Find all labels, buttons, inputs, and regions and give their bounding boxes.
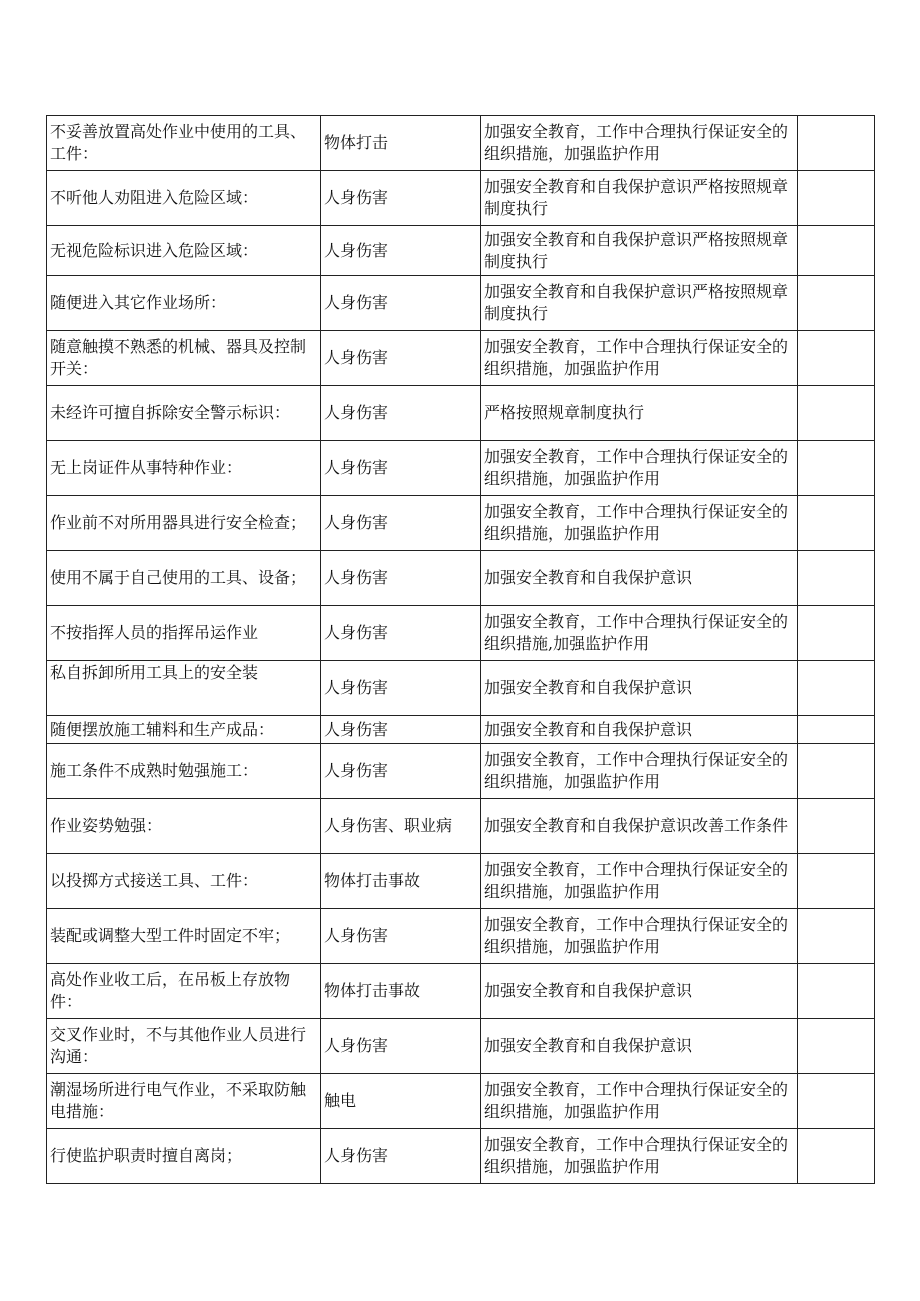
note-cell: [798, 226, 875, 276]
hazard-cell: 不按指挥人员的指挥吊运作业: [47, 606, 321, 661]
hazard-cell: 不听他人劝阻进入危险区域：: [47, 171, 321, 226]
consequence-cell: 人身伤害: [321, 551, 481, 606]
measure-cell: 加强安全教育和自我保护意识严格按照规章制度执行: [481, 171, 798, 226]
note-cell: [798, 276, 875, 331]
hazard-cell: 无视危险标识进入危险区域：: [47, 226, 321, 276]
table-row: [47, 606, 875, 661]
consequence-cell: 物体打击事故: [321, 964, 481, 1019]
table-row: [47, 331, 875, 386]
note-cell: [798, 496, 875, 551]
hazard-cell: 私自拆卸所用工具上的安全装: [47, 661, 321, 716]
consequence-cell: 人身伤害: [321, 1019, 481, 1074]
table-row: [47, 854, 875, 909]
hazard-cell: 装配或调整大型工件时固定不牢；: [47, 909, 321, 964]
measure-cell: 加强安全教育和自我保护意识: [481, 551, 798, 606]
consequence-cell: 触电: [321, 1074, 481, 1129]
hazard-cell: 随便进入其它作业场所：: [47, 276, 321, 331]
measure-cell: 加强安全教育，工作中合理执行保证安全的组织措施，加强监护作用: [481, 854, 798, 909]
measure-cell: 严格按照规章制度执行: [481, 386, 798, 441]
note-cell: [798, 606, 875, 661]
table-row: [47, 964, 875, 1019]
hazard-table: [46, 115, 875, 1184]
hazard-cell: 使用不属于自己使用的工具、设备；: [47, 551, 321, 606]
measure-cell: 加强安全教育，工作中合理执行保证安全的组织措施，加强监护作用: [481, 441, 798, 496]
hazard-cell: 以投掷方式接送工具、工件：: [47, 854, 321, 909]
measure-cell: 加强安全教育，工作中合理执行保证安全的组织措施，加强监护作用: [481, 744, 798, 799]
note-cell: [798, 1019, 875, 1074]
note-cell: [798, 1074, 875, 1129]
table-row: [47, 1019, 875, 1074]
consequence-cell: 人身伤害: [321, 331, 481, 386]
note-cell: [798, 744, 875, 799]
table-row: [47, 551, 875, 606]
hazard-cell: 无上岗证件从事特种作业：: [47, 441, 321, 496]
document-page: [46, 115, 874, 1184]
consequence-cell: 人身伤害: [321, 171, 481, 226]
hazard-cell: 未经许可擅自拆除安全警示标识：: [47, 386, 321, 441]
measure-cell: 加强安全教育和自我保护意识严格按照规章制度执行: [481, 226, 798, 276]
note-cell: [798, 551, 875, 606]
note-cell: [798, 116, 875, 171]
consequence-cell: 物体打击: [321, 116, 481, 171]
table-row: [47, 386, 875, 441]
note-cell: [798, 1129, 875, 1184]
consequence-cell: 物体打击事故: [321, 854, 481, 909]
note-cell: [798, 171, 875, 226]
table-row: [47, 496, 875, 551]
hazard-cell: 作业前不对所用器具进行安全检查；: [47, 496, 321, 551]
note-cell: [798, 716, 875, 744]
table-row: [47, 171, 875, 226]
consequence-cell: 人身伤害: [321, 744, 481, 799]
table-row: [47, 909, 875, 964]
table-row: [47, 716, 875, 744]
table-row: [47, 226, 875, 276]
measure-cell: 加强安全教育，工作中合理执行保证安全的组织措施，加强监护作用: [481, 331, 798, 386]
consequence-cell: 人身伤害、职业病: [321, 799, 481, 854]
hazard-cell: 交叉作业时，不与其他作业人员进行沟通：: [47, 1019, 321, 1074]
consequence-cell: 人身伤害: [321, 496, 481, 551]
measure-cell: 加强安全教育，工作中合理执行保证安全的组织措施，加强监护作用: [481, 909, 798, 964]
measure-cell: 加强安全教育和自我保护意识严格按照规章制度执行: [481, 276, 798, 331]
measure-cell: 加强安全教育，工作中合理执行保证安全的组织措施，加强监护作用: [481, 1129, 798, 1184]
table-row: [47, 276, 875, 331]
hazard-cell: 高处作业收工后，在吊板上存放物件：: [47, 964, 321, 1019]
measure-cell: 加强安全教育和自我保护意识改善工作条件: [481, 799, 798, 854]
consequence-cell: 人身伤害: [321, 661, 481, 716]
consequence-cell: 人身伤害: [321, 606, 481, 661]
hazard-cell: 随意触摸不熟悉的机械、器具及控制开关：: [47, 331, 321, 386]
measure-cell: 加强安全教育和自我保护意识: [481, 1019, 798, 1074]
hazard-cell: 不妥善放置高处作业中使用的工具、工件：: [47, 116, 321, 171]
measure-cell: 加强安全教育，工作中合理执行保证安全的组织措施,加强监护作用: [481, 606, 798, 661]
table-row: [47, 661, 875, 716]
hazard-cell: 随便摆放施工辅料和生产成品：: [47, 716, 321, 744]
measure-cell: 加强安全教育和自我保护意识: [481, 716, 798, 744]
measure-cell: 加强安全教育和自我保护意识: [481, 964, 798, 1019]
measure-cell: 加强安全教育，工作中合理执行保证安全的组织措施，加强监护作用: [481, 116, 798, 171]
hazard-cell: 施工条件不成熟时勉强施工：: [47, 744, 321, 799]
consequence-cell: 人身伤害: [321, 716, 481, 744]
measure-cell: 加强安全教育，工作中合理执行保证安全的组织措施，加强监护作用: [481, 496, 798, 551]
note-cell: [798, 964, 875, 1019]
consequence-cell: 人身伤害: [321, 276, 481, 331]
hazard-cell: 潮湿场所进行电气作业，不采取防触电措施：: [47, 1074, 321, 1129]
table-row: [47, 1129, 875, 1184]
table-row: [47, 799, 875, 854]
note-cell: [798, 386, 875, 441]
note-cell: [798, 799, 875, 854]
measure-cell: 加强安全教育和自我保护意识: [481, 661, 798, 716]
note-cell: [798, 441, 875, 496]
consequence-cell: 人身伤害: [321, 1129, 481, 1184]
note-cell: [798, 854, 875, 909]
table-row: [47, 116, 875, 171]
consequence-cell: 人身伤害: [321, 386, 481, 441]
note-cell: [798, 909, 875, 964]
consequence-cell: 人身伤害: [321, 909, 481, 964]
consequence-cell: 人身伤害: [321, 226, 481, 276]
hazard-cell: 行使监护职责时擅自离岗；: [47, 1129, 321, 1184]
measure-cell: 加强安全教育，工作中合理执行保证安全的组织措施，加强监护作用: [481, 1074, 798, 1129]
table-row: [47, 744, 875, 799]
note-cell: [798, 331, 875, 386]
consequence-cell: 人身伤害: [321, 441, 481, 496]
note-cell: [798, 661, 875, 716]
hazard-cell: 作业姿势勉强：: [47, 799, 321, 854]
table-row: [47, 441, 875, 496]
table-row: [47, 1074, 875, 1129]
